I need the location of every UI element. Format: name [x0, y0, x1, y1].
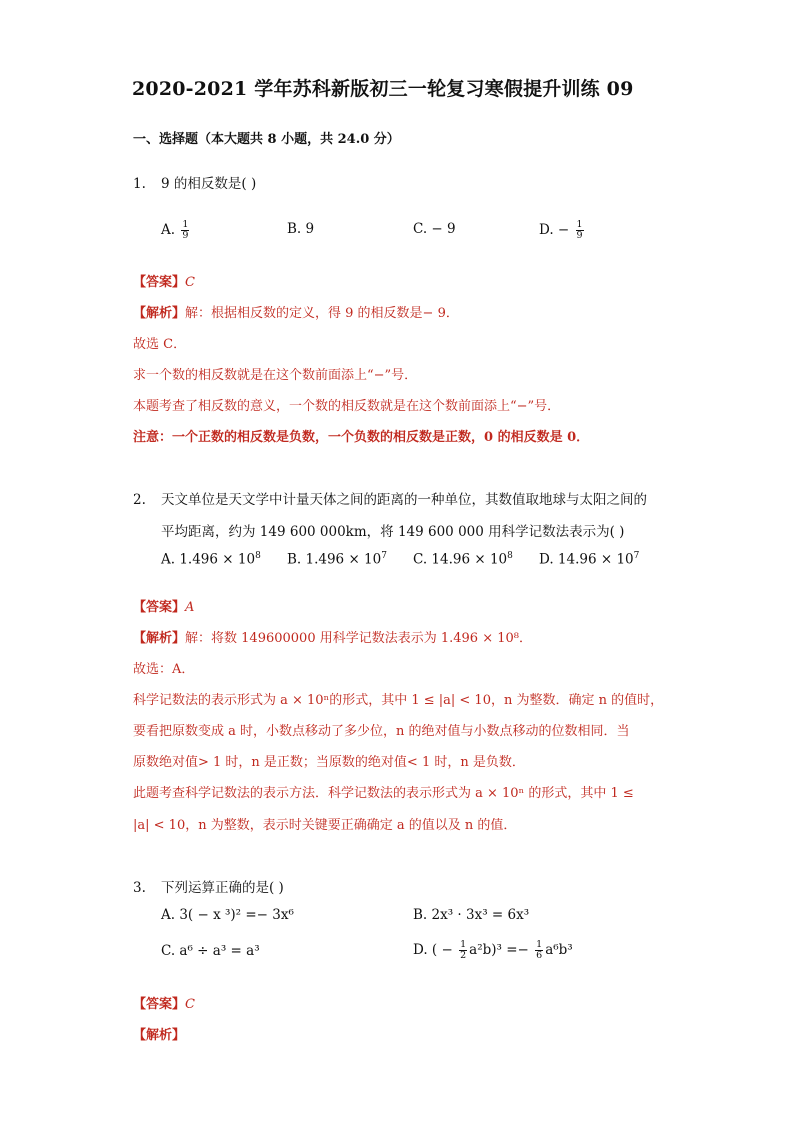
question-3-stem — [133, 876, 284, 896]
analysis-text: 解：根据相反数的定义，得 9 的相反数是− 9． — [185, 306, 459, 321]
q1-analysis-line-3: 求一个数的相反数就是在这个数前面添上“−”号． — [133, 368, 418, 383]
answer-value: A — [185, 600, 195, 615]
q2-analysis-line-7: |a| < 10，n 为整数，表示时关键要正确确定 a 的值以及 n 的值． — [133, 818, 517, 833]
q3-option-b: B. 2x³ · 3x³ = 6x³ — [413, 907, 530, 923]
exponent: 7 — [633, 551, 640, 561]
q1-answer — [133, 271, 195, 290]
q2-analysis-line-3: 科学记数法的表示形式为 a × 10ⁿ的形式，其中 1 ≤ |a| < 10，n 为整数．确定 n 的值时， — [133, 693, 664, 708]
numerator: 1 — [460, 939, 467, 950]
q3-option-a: A. 3( − x ³)² =− 3x⁶ — [161, 907, 294, 923]
fraction — [459, 940, 467, 961]
q1-analysis-line-1 — [133, 302, 459, 321]
question-2-stem-line-1 — [133, 488, 647, 508]
question-text: 9 的相反数是( ) — [161, 176, 257, 192]
q2-option-d — [539, 551, 639, 568]
q1-option-d — [539, 220, 586, 241]
exponent: 8 — [507, 551, 513, 561]
question-text: 天文单位是天文学中计量天体之间的距离的一种单位，其数值取地球与太阳之间的 — [161, 492, 647, 508]
q2-analysis-line-5: 原数绝对值> 1 时，n 是正数；当原数的绝对值< 1 时，n 是负数． — [133, 755, 525, 770]
q2-analysis-line-6: 此题考查科学记数法的表示方法．科学记数法的表示形式为 a × 10ⁿ 的形式，其中 1 ≤ — [133, 786, 634, 801]
q1-option-c: C. − 9 — [413, 221, 456, 237]
option-text: C. 14.96 × 10 — [413, 551, 508, 568]
denominator: 2 — [460, 950, 467, 961]
analysis-label: 【解析】 — [133, 1028, 186, 1043]
q2-answer — [133, 596, 194, 615]
option-text: a²b)³ =− — [469, 942, 529, 958]
q1-analysis-line-5: 注意：一个正数的相反数是负数，一个负数的相反数是正数，0 的相反数是 0． — [133, 430, 590, 445]
analysis-label: 【解析】 — [133, 306, 186, 321]
option-text: D. ( − — [413, 942, 453, 958]
question-number: 2. — [133, 492, 146, 508]
fraction — [535, 940, 543, 961]
q3-option-d — [413, 940, 573, 961]
q1-analysis-line-2: 故选 C． — [133, 337, 187, 352]
option-text: B. 1.496 × 10 — [287, 551, 382, 568]
exponent: 7 — [381, 551, 387, 561]
q1-option-a — [161, 220, 191, 241]
q1-option-b: B. 9 — [287, 221, 315, 237]
fraction — [576, 220, 584, 241]
analysis-label: 【解析】 — [133, 631, 186, 646]
analysis-text: 解：将数 149600000 用科学记数法表示为 1.496 × 10⁸． — [185, 631, 532, 646]
q2-analysis-line-4: 要看把原数变成 a 时，小数点移动了多少位，n 的绝对值与小数点移动的位数相同．当 — [133, 724, 630, 739]
q2-option-c — [413, 551, 513, 568]
question-number: 3. — [133, 880, 146, 896]
numerator: 1 — [536, 939, 543, 950]
option-text: D. 14.96 × 10 — [539, 551, 634, 568]
denominator: 9 — [576, 230, 583, 241]
q3-option-c: C. a⁶ ÷ a³ = a³ — [161, 943, 260, 959]
exponent: 8 — [255, 551, 261, 561]
section-heading: 一、选择题（本大题共 8 小题，共 24.0 分） — [133, 132, 400, 147]
answer-label: 【答案】 — [133, 600, 186, 615]
answer-label: 【答案】 — [133, 275, 186, 290]
fraction — [181, 220, 189, 241]
q1-analysis-line-4: 本题考查了相反数的意义，一个数的相反数就是在这个数前面添上“−”号． — [133, 399, 561, 414]
question-1-stem — [133, 172, 256, 192]
question-number: 1. — [133, 176, 146, 192]
question-text: 下列运算正确的是( ) — [161, 880, 284, 896]
q2-analysis-line-2: 故选：A． — [133, 662, 195, 677]
numerator: 1 — [576, 219, 583, 230]
answer-label: 【答案】 — [133, 997, 186, 1012]
option-text: a⁶b³ — [545, 942, 573, 958]
option-letter: A. — [161, 222, 176, 238]
denominator: 6 — [536, 950, 543, 961]
q2-option-b — [287, 551, 387, 568]
q3-answer — [133, 993, 195, 1012]
answer-value: C — [185, 997, 195, 1012]
answer-value: C — [185, 275, 195, 290]
page-title: 2020-2021 学年苏科新版初三一轮复习寒假提升训练 09 — [132, 78, 634, 100]
q2-analysis-line-1 — [133, 627, 532, 646]
question-2-stem-line-2: 平均距离，约为 149 600 000km，将 149 600 000 用科学记数法表示为( ) — [161, 524, 625, 540]
numerator: 1 — [182, 219, 189, 230]
q2-option-a — [161, 551, 261, 568]
option-letter: D. − — [539, 222, 570, 238]
denominator: 9 — [182, 230, 189, 241]
option-text: A. 1.496 × 10 — [161, 551, 256, 568]
q3-analysis — [133, 1024, 185, 1043]
